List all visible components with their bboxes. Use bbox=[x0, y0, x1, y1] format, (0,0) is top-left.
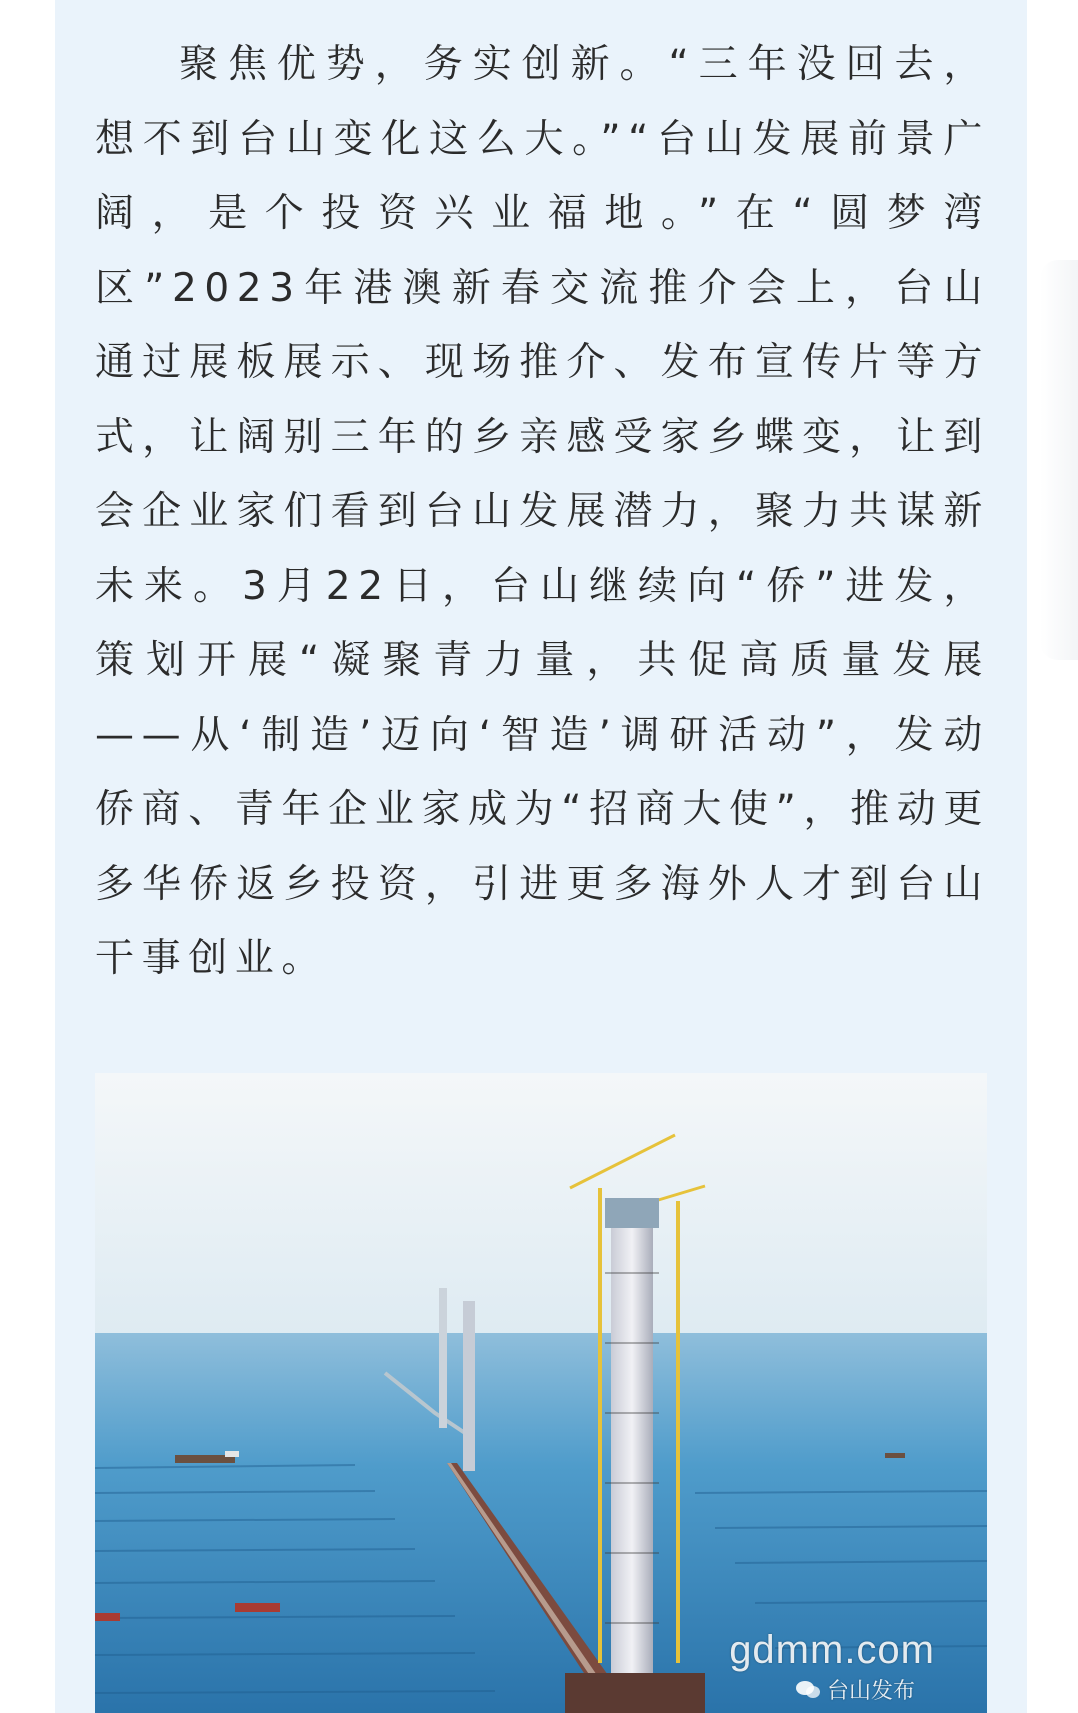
main-tower bbox=[611, 1208, 653, 1698]
distant-tower-2 bbox=[463, 1301, 475, 1471]
bridge-construction-photo bbox=[95, 1073, 987, 1713]
watermark-account bbox=[795, 1674, 915, 1705]
watermark-site: gdmm.com bbox=[729, 1628, 935, 1672]
photo-illustration bbox=[95, 1073, 987, 1713]
sky bbox=[95, 1073, 987, 1373]
distant-tower-1 bbox=[439, 1288, 447, 1428]
tower-base-platform bbox=[565, 1673, 705, 1713]
side-edge-shadow bbox=[1040, 260, 1078, 660]
watermark-account-label: 台山发布 bbox=[826, 1679, 915, 1704]
article-paragraph: 聚焦优势，务实创新。“三年没回去，想不到台山变化这么大。”“台山发展前景广阔，是个投资兴业福地。”在“圆梦湾区”2023年港澳新春交流推介会上，台山通过展板展示、现场推介、发布宣传片等方式，让阔别三年的乡亲感受家乡蝶变，让到会企业家们看到台山发展潜力，聚力共谋新未来。3月22日，台山继续向“侨”进发，策划开展“凝聚青力量，共促高质量发展——从‘制造’迈向‘智造’调研活动”，发动侨商、青年企业家成为“招商大使”，推动更多华侨返乡投资，引进更多海外人才到台山干事创业。 bbox=[95, 42, 990, 981]
wechat-icon bbox=[795, 1679, 821, 1701]
